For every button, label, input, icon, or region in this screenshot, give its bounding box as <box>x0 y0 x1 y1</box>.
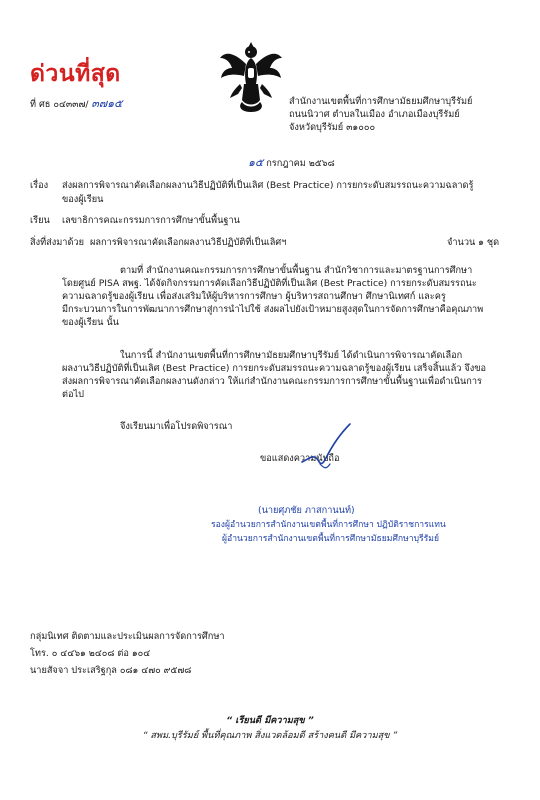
sender-line: จังหวัดบุรีรัมย์ ๓๑๐๐๐ <box>289 122 376 133</box>
contact-phone: โทร. ๐ ๔๔๖๑ ๒๔๐๘ ต่อ ๑๐๔ <box>30 648 151 659</box>
enclosure-label: สิ่งที่ส่งมาด้วย <box>30 237 84 248</box>
contact-person: นายสัจจา ประเสริฐกุล ๐๘๑ ๔๗๐ ๙๕๗๘ <box>30 665 192 676</box>
paragraph-line: ของผู้เรียน นั้น <box>62 317 119 328</box>
garuda-emblem <box>218 40 284 114</box>
document-date <box>248 156 335 170</box>
addressee-text: เลขาธิการคณะกรรมการการศึกษาขั้นพื้นฐาน <box>62 215 240 226</box>
document-number <box>30 97 123 111</box>
paragraph-line: ต่อไป <box>62 389 84 400</box>
paragraph-line: ในการนี้ สำนักงานเขตพื้นที่การศึกษามัธยมศึกษาบุรีรัมย์ ได้ดำเนินการพิจารณาคัดเลือก <box>120 350 463 361</box>
subject-label: เรื่อง <box>30 180 49 191</box>
date-day-handwritten: ๑๕ <box>248 156 264 169</box>
closing-line: จึงเรียนมาเพื่อโปรดพิจารณา <box>120 421 233 432</box>
sender-line: สำนักงานเขตพื้นที่การศึกษามัธยมศึกษาบุรีรัมย์ <box>289 96 473 107</box>
paragraph-line: ตามที่ สำนักงานคณะกรรมการการศึกษาขั้นพื้นฐาน สำนักวิชาการและมาตรฐานการศึกษา <box>120 265 473 276</box>
body-paragraph-2 <box>62 349 502 401</box>
regards-text: ขอแสดงความนับถือ <box>260 453 340 464</box>
document-number-prefix: ที่ ศธ ๐๔๓๓๗/ <box>30 99 89 110</box>
footer-slogan-1: “ เรียนดี มีความสุข ” <box>226 715 314 726</box>
subject-line-1: ส่งผลการพิจารณาคัดเลือกผลงานวิธีปฏิบัติที่เป็นเลิศ (Best Practice) การยกระดับสมรรถนะความฉลาดรู้ <box>62 180 474 191</box>
signer-title-1: รองผู้อำนวยการสำนักงานเขตพื้นที่การศึกษา ปฏิบัติราชการแทน <box>211 520 446 530</box>
subject-line-2: ของผู้เรียน <box>62 194 104 205</box>
sender-address <box>289 95 472 134</box>
handwritten-signature <box>296 418 356 478</box>
addressee-label: เรียน <box>30 215 50 226</box>
sender-line: ถนนนิวาศ ตำบลในเมือง อำเภอเมืองบุรีรัมย์ <box>289 109 460 120</box>
paragraph-line: มีกระบวนการในการพัฒนาการศึกษาสู่การนำไปใช้ ส่งผลไปยังเป้าหมายสูงสุดในการจัดการศึกษาคือคุณภาพ <box>62 304 484 315</box>
contact-unit: กลุ่มนิเทศ ติดตามและประเมินผลการจัดการศึกษา <box>30 631 225 642</box>
date-month-year: กรกฎาคม ๒๕๖๘ <box>266 158 335 169</box>
urgency-label: ด่วนที่สุด <box>30 61 121 87</box>
footer-slogan-2: “ สพม.บุรีรัมย์ พื้นที่คุณภาพ สิ่งแวดล้อมดี สร้างคนดี มีความสุข ” <box>142 730 398 741</box>
paragraph-line: ผลงานวิธีปฏิบัติที่เป็นเลิศ (Best Practice) การยกระดับสมรรถนะความฉลาดรู้ของผู้เรียน เสร็จสิ้นแล้ว จึงขอ <box>62 363 487 374</box>
document-number-handwritten: ๓๗๑๕ <box>91 97 123 110</box>
body-paragraph-1 <box>62 264 502 329</box>
enclosure-text: ผลการพิจารณาคัดเลือกผลงานวิธีปฏิบัติที่เป็นเลิศฯ <box>90 237 287 248</box>
signer-name: (นายศุภชัย ภาสกานนท์) <box>258 505 355 516</box>
contact-block <box>30 630 225 677</box>
signer-title-2: ผู้อำนวยการสำนักงานเขตพื้นที่การศึกษามัธยมศึกษาบุรีรัมย์ <box>222 534 439 544</box>
enclosure-quantity: จำนวน ๑ ชุด <box>447 237 500 248</box>
paragraph-line: โดยศูนย์ PISA สพฐ. ได้จัดกิจกรรมการคัดเลือกวิธีปฏิบัติที่เป็นเลิศ (Best Practice) การยกระดับสมรรถนะ <box>62 278 477 289</box>
paragraph-line: ส่งผลการพิจารณาคัดเลือกผลงานดังกล่าว ให้แก่สำนักงานคณะกรรมการการศึกษาขั้นพื้นฐานเพื่อดำเนินการ <box>62 376 482 387</box>
paragraph-line: ความฉลาดรู้ของผู้เรียน เพื่อส่งเสริมให้ผู้บริหารการศึกษา ผู้บริหารสถานศึกษา ศึกษานิเทศก์ และครู <box>62 291 446 302</box>
